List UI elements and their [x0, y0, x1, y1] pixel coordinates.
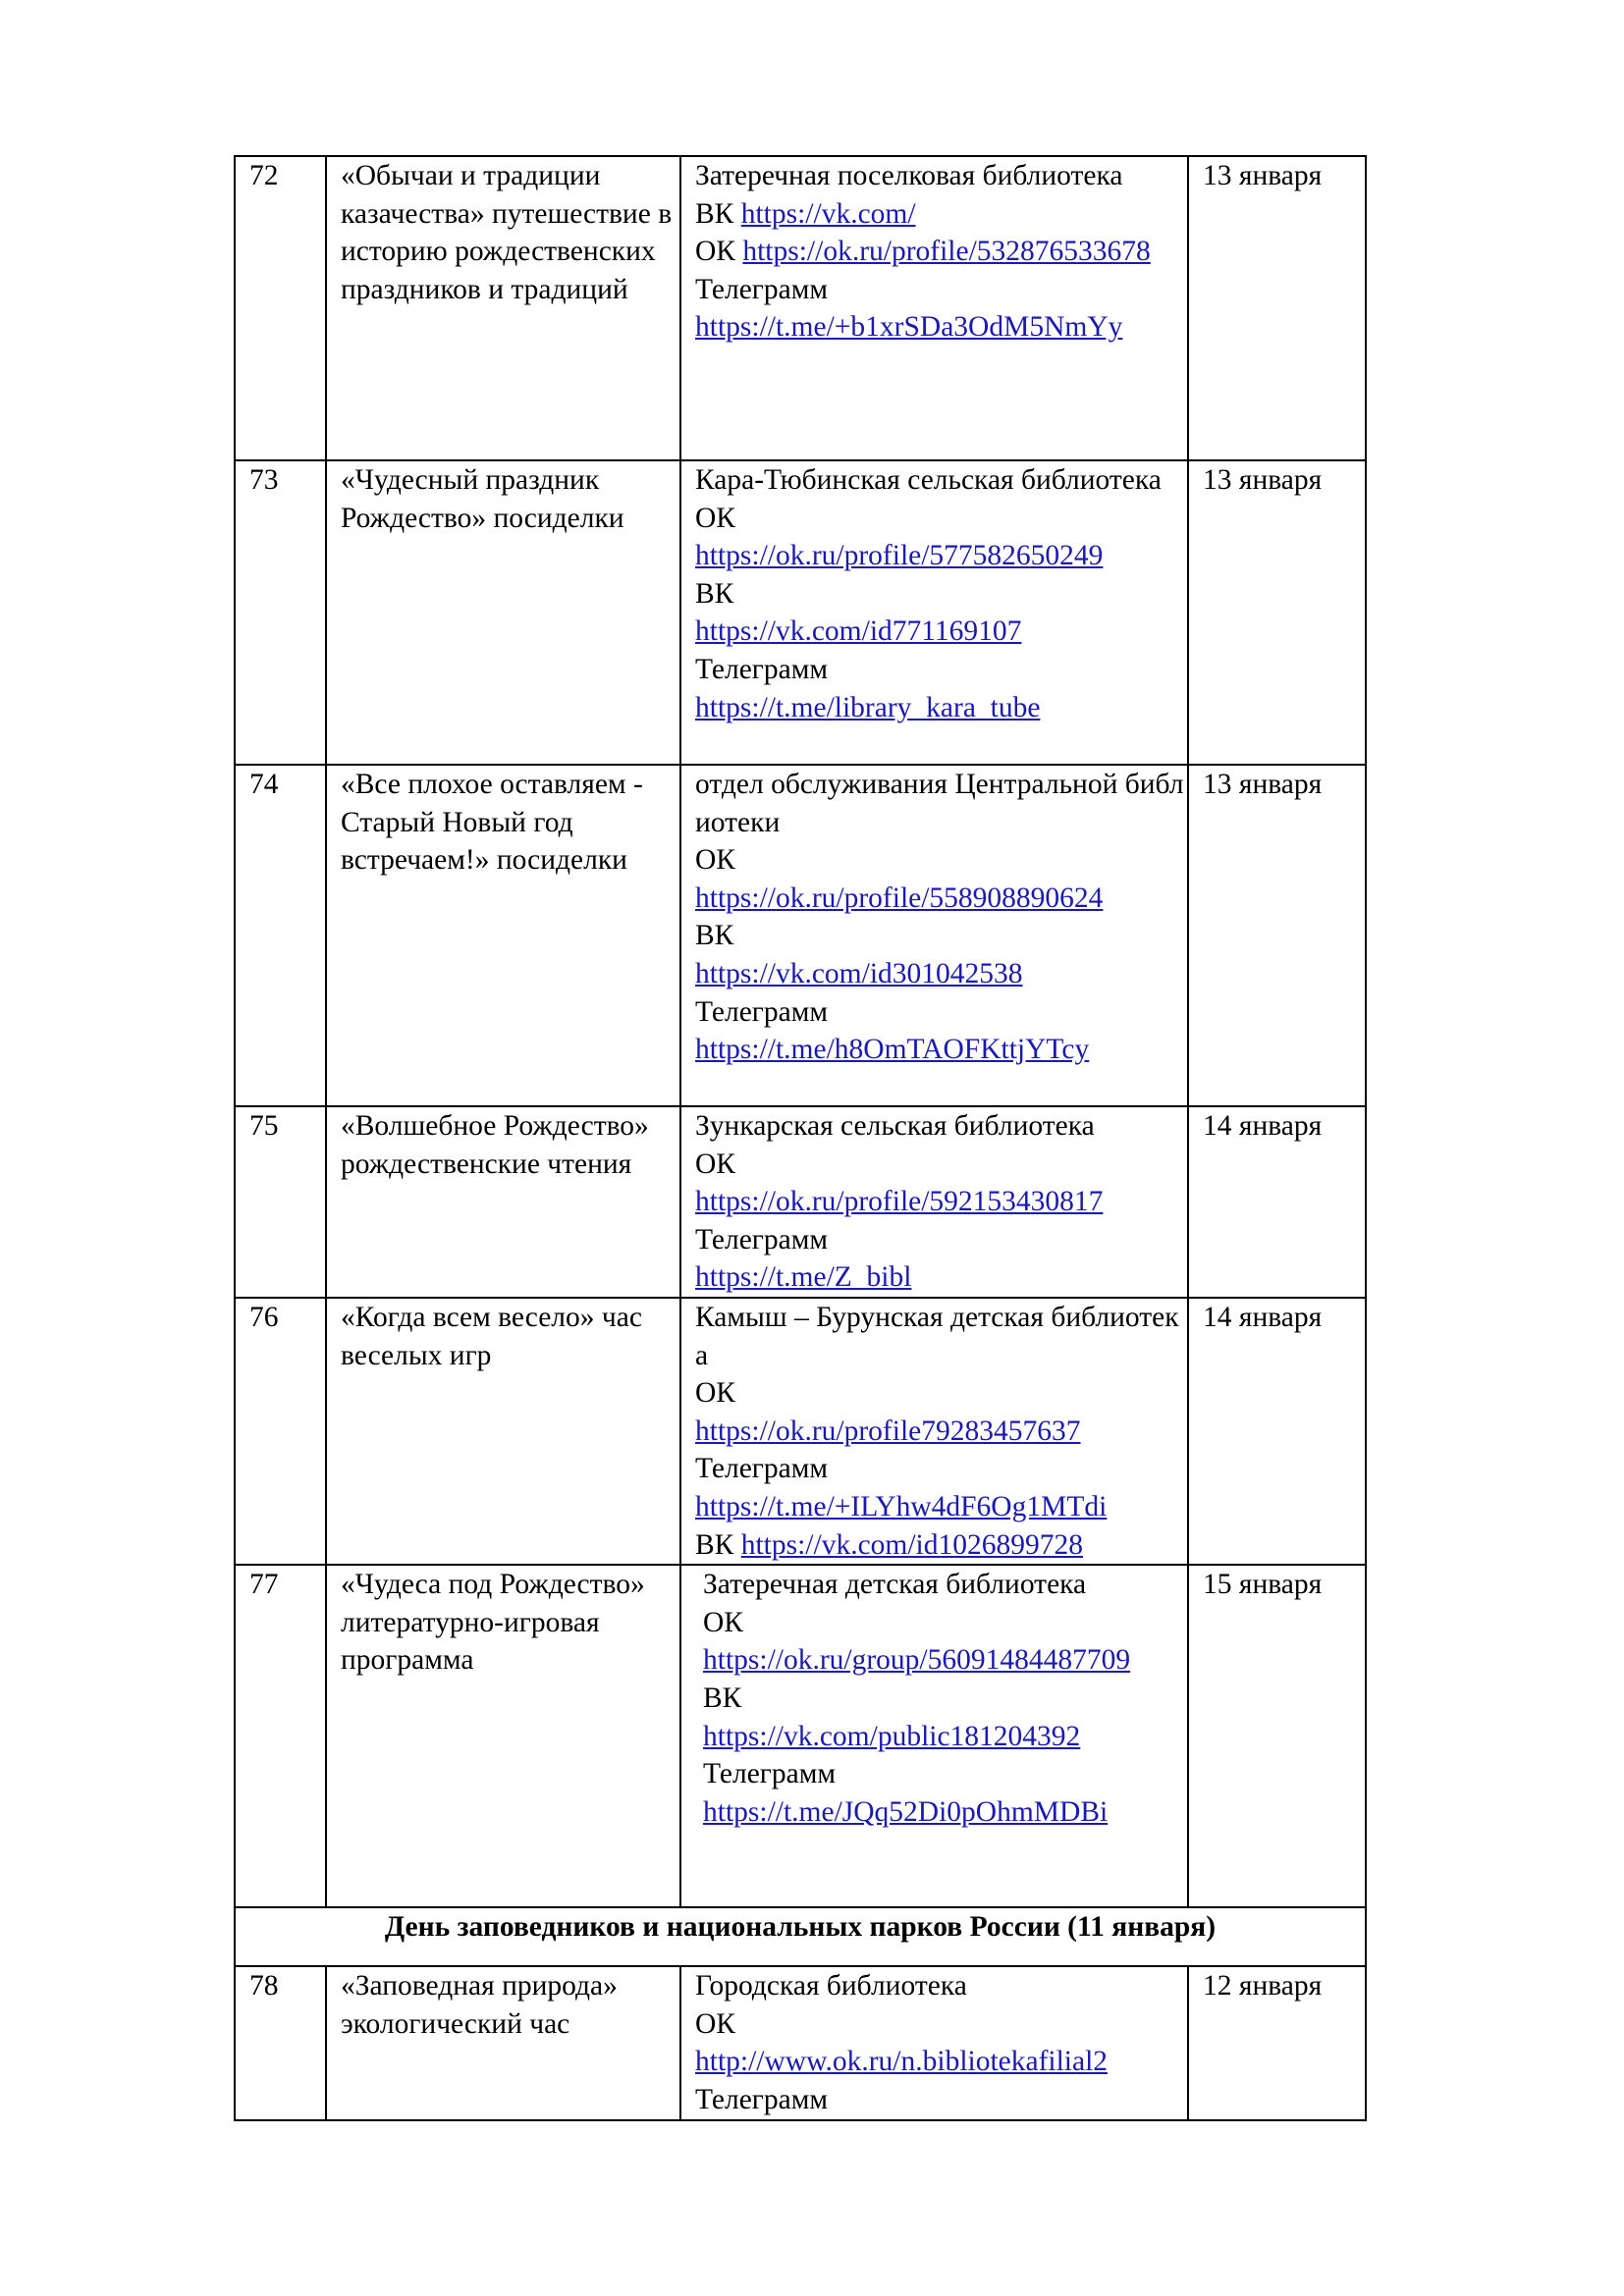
event-title: «Когда всем весело» час веселых игр	[326, 1298, 680, 1565]
row-number: 78	[235, 1966, 326, 2119]
social-link-line	[695, 917, 1187, 955]
social-link[interactable]: http://www.ok.ru/n.bibliotekafilial2	[695, 2046, 1109, 2078]
social-link[interactable]: https://ok.ru/profile/532876533678	[742, 236, 1151, 268]
social-link[interactable]: https://t.me/+ILYhw4dF6Og1MTdi	[695, 1490, 1108, 1522]
social-link-line	[703, 1680, 1187, 1718]
social-link[interactable]: https://vk.com/id771169107	[695, 615, 1022, 648]
row-number: 73	[235, 460, 326, 765]
social-link-line	[695, 689, 1187, 727]
social-link-line	[703, 1718, 1187, 1756]
event-date: 14 января	[1188, 1298, 1366, 1565]
social-network-label: Телеграмм	[695, 995, 829, 1028]
event-title: «Волшебное Рождество» рождественские чтения	[326, 1106, 680, 1298]
social-link-line	[695, 500, 1187, 538]
social-network-label: ОК	[703, 1606, 743, 1638]
social-link-line	[703, 1793, 1187, 1832]
social-link[interactable]: https://ok.ru/profile/592153430817	[695, 1186, 1104, 1218]
social-link[interactable]: https://ok.ru/profile79283457637	[695, 1415, 1081, 1447]
event-title: «Обычаи и традиции казачества» путешествие в историю рождественских праздников и традиций	[326, 156, 680, 460]
library-name: Затеречная детская библиотека	[703, 1569, 1087, 1601]
table-row	[235, 1565, 1366, 1907]
library-cell	[680, 1106, 1188, 1298]
events-table-body	[235, 156, 1366, 2120]
table-row	[235, 156, 1366, 460]
social-link[interactable]: https://ok.ru/profile/577582650249	[695, 540, 1104, 572]
library-cell	[680, 1565, 1188, 1907]
event-title: «Чудесный праздник Рождество» посиделки	[326, 460, 680, 765]
library-cell	[680, 1298, 1188, 1565]
social-link-line	[695, 2043, 1187, 2081]
row-number: 75	[235, 1106, 326, 1298]
social-link[interactable]: https://t.me/h8OmTAOFKttjYTcy	[695, 1034, 1090, 1066]
library-cell	[680, 1966, 1188, 2119]
social-network-label: ВК	[695, 920, 734, 952]
social-link-line	[695, 880, 1187, 918]
social-network-label: Телеграмм	[695, 653, 829, 685]
social-link-line	[695, 308, 1187, 347]
social-link-line	[695, 1526, 1187, 1565]
social-link[interactable]: https://vk.com/	[740, 197, 916, 230]
social-link-line	[703, 1641, 1187, 1680]
table-row	[235, 460, 1366, 765]
row-number: 77	[235, 1565, 326, 1907]
social-link-line	[695, 1146, 1187, 1184]
social-link-line	[695, 575, 1187, 614]
social-network-label: ВК	[695, 1528, 734, 1561]
social-link-line	[695, 1488, 1187, 1526]
social-link[interactable]: https://t.me/Z_bibl	[695, 1261, 912, 1294]
library-name: отдел обслуживания Центральной библиотеки	[695, 769, 1184, 838]
row-number: 76	[235, 1298, 326, 1565]
table-row	[235, 1106, 1366, 1298]
social-link-line	[695, 1374, 1187, 1413]
social-link-line	[695, 955, 1187, 993]
event-date: 13 января	[1188, 765, 1366, 1106]
library-cell	[680, 156, 1188, 460]
social-network-label: ОК	[695, 1148, 735, 1180]
library-name: Зункарская сельская библиотека	[695, 1110, 1095, 1142]
section-heading: День заповедников и национальных парков России (11 января)	[235, 1907, 1366, 1966]
social-network-label: Телеграмм	[695, 1223, 829, 1255]
social-link-line	[695, 613, 1187, 651]
event-date: 12 января	[1188, 1966, 1366, 2119]
event-title: «Чудеса под Рождество» литературно-игровая программа	[326, 1565, 680, 1907]
library-name: Камыш – Бурунская детская библиотека	[695, 1301, 1179, 1371]
social-network-label: ВК	[703, 1682, 742, 1714]
social-network-label: ОК	[695, 2007, 735, 2040]
social-network-label: ОК	[695, 844, 735, 877]
social-link-line	[695, 841, 1187, 880]
social-network-label: ОК	[695, 1377, 735, 1410]
row-number: 72	[235, 156, 326, 460]
event-date: 13 января	[1188, 156, 1366, 460]
social-link[interactable]: https://vk.com/id301042538	[695, 957, 1023, 989]
social-link[interactable]: https://vk.com/public181204392	[703, 1720, 1081, 1752]
library-cell	[680, 460, 1188, 765]
social-link-line	[695, 651, 1187, 689]
social-network-label: Телеграмм	[703, 1758, 837, 1790]
event-title: «Все плохое оставляем - Старый Новый год встречаем!» посиделки	[326, 765, 680, 1106]
social-link-line	[695, 2081, 1187, 2119]
social-network-label: Телеграмм	[695, 273, 829, 305]
social-link-line	[695, 1031, 1187, 1069]
social-network-label: ВК	[695, 577, 734, 610]
event-date: 15 января	[1188, 1565, 1366, 1907]
library-name: Городская библиотека	[695, 1970, 967, 2002]
social-link[interactable]: https://ok.ru/group/56091484487709	[703, 1644, 1131, 1677]
social-link-line	[695, 1183, 1187, 1221]
social-link-line	[695, 271, 1187, 309]
social-link[interactable]: https://t.me/+b1xrSDa3OdM5NmYy	[695, 311, 1123, 344]
social-link-line	[695, 2005, 1187, 2044]
social-network-label: ОК	[695, 236, 735, 268]
social-network-label: ВК	[695, 197, 734, 230]
social-link-line	[695, 195, 1187, 234]
social-link-line	[703, 1604, 1187, 1642]
event-date: 13 января	[1188, 460, 1366, 765]
social-link-line	[695, 1258, 1187, 1297]
social-link-line	[695, 1413, 1187, 1451]
table-row	[235, 1966, 1366, 2119]
events-table	[234, 155, 1367, 2121]
social-link[interactable]: https://vk.com/id1026899728	[740, 1528, 1084, 1561]
table-row	[235, 765, 1366, 1106]
row-number: 74	[235, 765, 326, 1106]
social-link-line	[695, 993, 1187, 1032]
social-link-line	[703, 1755, 1187, 1793]
social-link-line	[695, 1450, 1187, 1488]
social-link-line	[695, 1221, 1187, 1259]
social-network-label: ОК	[695, 502, 735, 534]
library-name: Затеречная поселковая библиотека	[695, 160, 1123, 191]
social-link-line	[695, 233, 1187, 271]
social-link[interactable]: https://t.me/JQq52Di0pOhmMDBi	[703, 1795, 1109, 1828]
library-cell	[680, 765, 1188, 1106]
table-row	[235, 1298, 1366, 1565]
event-title: «Заповедная природа» экологический час	[326, 1966, 680, 2119]
social-network-label: Телеграмм	[695, 2083, 829, 2115]
social-link[interactable]: https://ok.ru/profile/558908890624	[695, 881, 1104, 914]
section-row	[235, 1907, 1366, 1966]
social-link-line	[695, 537, 1187, 575]
social-network-label: Телеграмм	[695, 1453, 829, 1485]
event-date: 14 января	[1188, 1106, 1366, 1298]
social-link[interactable]: https://t.me/library_kara_tube	[695, 691, 1041, 723]
library-name: Кара-Тюбинская сельская библиотека	[695, 464, 1162, 496]
